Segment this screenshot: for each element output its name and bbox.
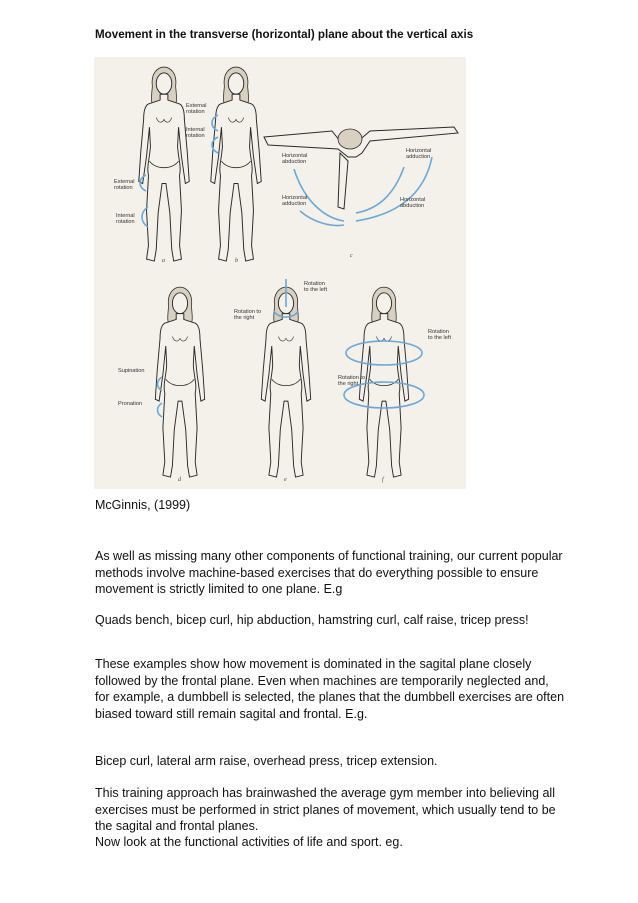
label-pronation: Pronation xyxy=(118,401,142,407)
paragraph-2: Quads bench, bicep curl, hip abduction, hamstring curl, calf raise, tricep press! xyxy=(95,613,529,627)
label-external-rotation-a: External rotation xyxy=(114,179,135,191)
horizontal-adduction-arrow-right xyxy=(356,157,432,221)
figure-b xyxy=(211,67,261,261)
figure-a xyxy=(139,67,189,261)
label-rotation-left-f: Rotation to the left xyxy=(428,329,452,341)
sublabel-b: b xyxy=(235,258,238,264)
label-rotation-left-e: Rotation to the left xyxy=(304,281,328,293)
label-external-rotation-b: External rotation xyxy=(186,103,207,115)
paragraph-4: Bicep curl, lateral arm raise, overhead press, tricep extension. xyxy=(95,754,438,768)
paragraph-3: These examples show how movement is dominated in the sagital plane closely followed by the frontal plane. Even when machines are temporarily neglected and, for example, a dumbbell is selected, the planes that the dumbbell exercises are often biased toward still remain sagital and frontal. E.g. xyxy=(95,657,565,721)
label-internal-rotation-a: Internal rotation xyxy=(116,213,135,225)
sublabel-a: a xyxy=(162,258,165,264)
page-title: Movement in the transverse (horizontal) plane about the vertical axis xyxy=(95,28,474,41)
horizontal-adduction-arrow-left xyxy=(300,211,344,225)
sublabel-e: e xyxy=(284,477,287,483)
label-horizontal-abduction-left: Horizontal abduction xyxy=(282,153,308,165)
label-rotation-right-f: Rotation to the right xyxy=(338,375,366,387)
paragraph-1: As well as missing many other components of functional training, our current popular methods involve machine-based exercises that do everything possible to ensure movement is strictly limited to one plane. E.g xyxy=(95,549,563,596)
figure-caption: McGinnis, (1999) xyxy=(95,498,191,512)
sublabel-f: f xyxy=(382,477,384,483)
anatomy-figure xyxy=(94,57,466,489)
horizontal-abduction-arrow-right xyxy=(356,167,404,213)
label-supination: Supination xyxy=(118,368,145,374)
paragraph-5: This training approach has brainwashed the average gym member into believing all exercises must be performed in strict planes of movement, which usually tend to be the sagital and frontal planes. xyxy=(95,786,556,833)
figure-e xyxy=(261,287,310,477)
sublabel-c: c xyxy=(350,253,353,259)
pronation-arrow xyxy=(158,403,163,417)
paragraph-6: Now look at the functional activities of life and sport. eg. xyxy=(95,835,403,849)
label-horizontal-abduction-right: Horizontal abduction xyxy=(400,197,426,209)
label-rotation-right-e: Rotation to the right xyxy=(234,309,262,321)
sublabel-d: d xyxy=(178,477,181,483)
figure-c xyxy=(264,127,458,225)
label-horizontal-adduction-right: Horizontal adduction xyxy=(406,148,432,160)
figure-d xyxy=(155,287,204,477)
label-horizontal-adduction-left: Horizontal adduction xyxy=(282,195,308,207)
label-internal-rotation-b: Internal rotation xyxy=(186,127,205,139)
